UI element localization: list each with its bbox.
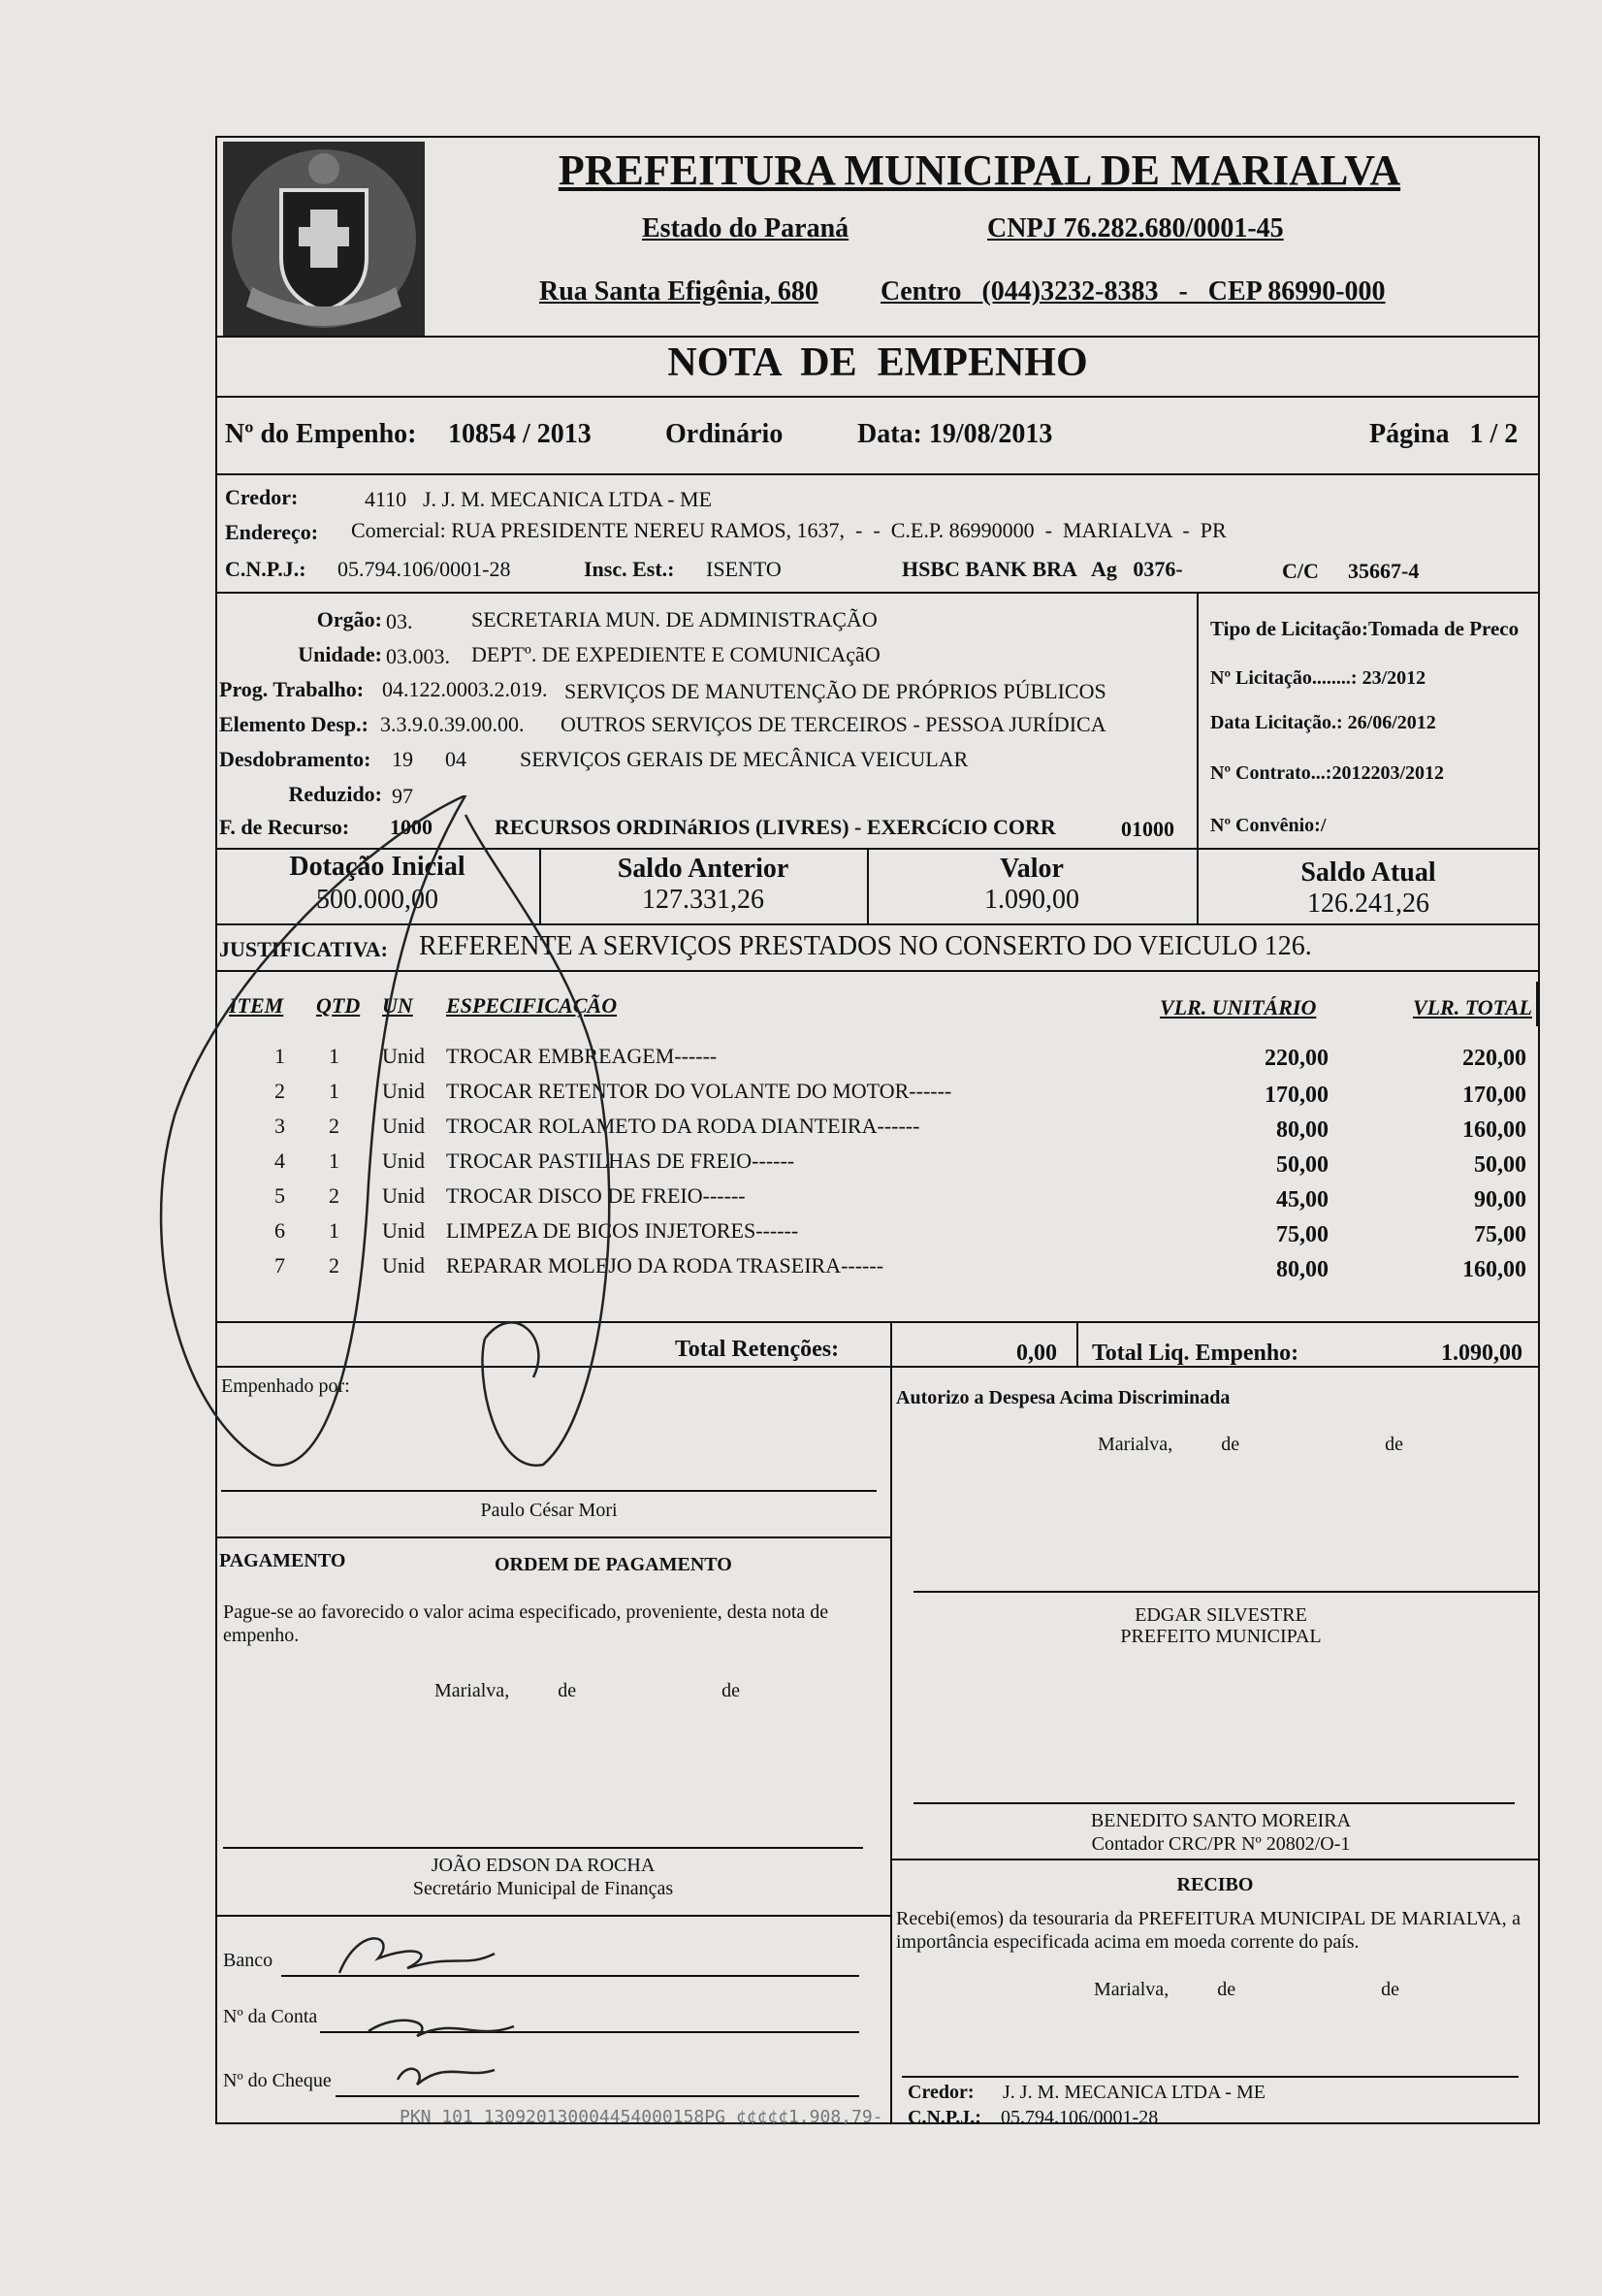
item-unit: 50,00 xyxy=(1276,1152,1329,1178)
item-qtd: 2 xyxy=(329,1114,339,1138)
recibo-text: Recebi(emos) da tesouraria da PREFEITURA MUNICIPAL DE MARIALVA, a importância especificada acima em moeda corrente do país. xyxy=(896,1908,1521,1953)
empenhado-label: Empenhado por: xyxy=(221,1375,350,1397)
autorizo-text: Autorizo a Despesa Acima Discriminada xyxy=(896,1387,1231,1408)
prefeito-name: EDGAR SILVESTRE xyxy=(1135,1604,1307,1626)
licitacao-numero: Nº Licitação........: 23/2012 xyxy=(1210,667,1426,689)
saldo-value: 1.090,00 xyxy=(984,885,1079,915)
budget-code: 19 04 xyxy=(392,747,466,771)
justificativa-text: REFERENTE A SERVIÇOS PRESTADOS NO CONSERTO DO VEICULO 126. xyxy=(419,931,1312,961)
secretario-title: Secretário Municipal de Finanças xyxy=(412,1878,674,1899)
liq-label: Total Liq. Empenho: xyxy=(1092,1341,1299,1366)
saldo-label: Dotação Inicial xyxy=(289,852,465,882)
divider xyxy=(215,1536,890,1538)
ordem-label: ORDEM DE PAGAMENTO xyxy=(495,1554,732,1575)
item-total: 50,00 xyxy=(1474,1152,1526,1178)
signature-line xyxy=(223,1847,863,1849)
header-contact: Centro (044)3232-8383 - CEP 86990-000 xyxy=(881,276,1386,307)
item-spec: TROCAR ROLAMETO DA RODA DIANTEIRA------ xyxy=(446,1114,920,1138)
licitacao-tipo-text: Tipo de Licitação:Tomada de Preco xyxy=(1210,617,1520,640)
saldo-label: Saldo Atual xyxy=(1300,857,1436,888)
credor-code: 4110 xyxy=(365,487,407,511)
contador-name: BENEDITO SANTO MOREIRA xyxy=(1090,1810,1352,1831)
item-number: 2 xyxy=(274,1079,285,1103)
item-un: Unid xyxy=(382,1044,425,1068)
prefeito-title: PREFEITO MUNICIPAL xyxy=(1120,1626,1322,1647)
empenho-number: 10854 / 2013 xyxy=(448,419,592,449)
item-number: 1 xyxy=(274,1044,285,1068)
item-un: Unid xyxy=(382,1148,425,1173)
divider xyxy=(215,1915,890,1917)
licitacao-data: Data Licitação.: 26/06/2012 xyxy=(1210,712,1436,733)
document-title: NOTA DE EMPENHO xyxy=(667,340,1088,385)
budget-label: Prog. Trabalho: xyxy=(219,677,365,701)
item-total: 160,00 xyxy=(1462,1117,1526,1143)
divider xyxy=(215,592,1540,594)
licitacao-convenio: Nº Convênio:/ xyxy=(1210,815,1327,836)
divider xyxy=(890,1366,892,2124)
date-line-1: Marialva, de de xyxy=(1098,1434,1403,1455)
item-total: 220,00 xyxy=(1462,1046,1526,1071)
item-total: 75,00 xyxy=(1474,1222,1526,1247)
divider xyxy=(1197,592,1199,850)
item-unit: 75,00 xyxy=(1276,1222,1329,1247)
item-qtd: 1 xyxy=(329,1079,339,1103)
pague-se-text: Pague-se ao favorecido o valor acima especificado, proveniente, desta nota de empenho. xyxy=(223,1601,829,1646)
date-line-3: Marialva, de de xyxy=(1094,1979,1399,2000)
signature-line xyxy=(913,1591,1540,1593)
contador-title: Contador CRC/PR Nº 20802/O-1 xyxy=(1091,1833,1351,1855)
empenho-date: Data: 19/08/2013 xyxy=(857,419,1053,449)
budget-label: Reduzido: xyxy=(288,782,382,806)
fonte-code: 01000 xyxy=(1121,817,1174,841)
cnpj-final-label: C.N.P.J.: xyxy=(908,2107,981,2128)
budget-desc: SERVIÇOS GERAIS DE MECÂNICA VEICULAR xyxy=(520,747,969,771)
item-un: Unid xyxy=(382,1183,425,1208)
bank-info: HSBC BANK BRA Ag 0376- xyxy=(902,557,1183,581)
item-qtd: 1 xyxy=(329,1218,339,1243)
item-unit: 80,00 xyxy=(1276,1257,1329,1282)
item-qtd: 1 xyxy=(329,1148,339,1173)
pagamento-label: PAGAMENTO xyxy=(219,1550,346,1571)
item-spec: TROCAR EMBREAGEM------ xyxy=(446,1044,718,1068)
divider xyxy=(890,1321,892,1366)
date-line-2: Marialva, de de xyxy=(434,1680,740,1701)
item-unit: 45,00 xyxy=(1276,1187,1329,1213)
col-unit-value: VLR. UNITÁRIO xyxy=(1160,995,1317,1019)
item-un: Unid xyxy=(382,1218,425,1243)
saldo-label: Valor xyxy=(1000,854,1064,884)
item-total: 160,00 xyxy=(1462,1257,1526,1282)
header-title: PREFEITURA MUNICIPAL DE MARIALVA xyxy=(558,146,1401,194)
licitacao-tipo xyxy=(1210,617,1519,641)
conta-label: Nº da Conta xyxy=(223,2006,318,2027)
signature-line xyxy=(913,1802,1515,1804)
budget-desc: SECRETARIA MUN. DE ADMINISTRAÇÃO xyxy=(471,607,878,631)
item-qtd: 2 xyxy=(329,1253,339,1277)
item-unit: 80,00 xyxy=(1276,1117,1329,1143)
banco-label: Banco xyxy=(223,1950,273,1971)
empenhado-name: Paulo César Mori xyxy=(480,1500,618,1521)
item-number: 3 xyxy=(274,1114,285,1138)
divider xyxy=(215,396,1540,398)
signature-line xyxy=(902,2076,1519,2078)
retencoes-value: 0,00 xyxy=(1016,1341,1057,1366)
budget-label: F. de Recurso: xyxy=(219,815,350,839)
budget-desc: SERVIÇOS DE MANUTENÇÃO DE PRÓPRIOS PÚBLICOS xyxy=(564,679,1106,703)
bank-stamp: PKN 101 130920130004454000158PG ¢¢¢¢¢1.908,79- xyxy=(400,2107,883,2127)
col-total-value: VLR. TOTAL xyxy=(1412,995,1532,1019)
secretario-name: JOÃO EDSON DA ROCHA xyxy=(431,1855,656,1876)
item-unit: 170,00 xyxy=(1265,1083,1329,1108)
item-qtd: 2 xyxy=(329,1183,339,1208)
budget-desc: OUTROS SERVIÇOS DE TERCEIROS - PESSOA JURÍDICA xyxy=(561,712,1106,736)
item-un: Unid xyxy=(382,1079,425,1103)
saldo-value: 127.331,26 xyxy=(642,885,764,915)
item-spec: TROCAR DISCO DE FREIO------ xyxy=(446,1183,746,1208)
budget-code: 04.122.0003.2.019. xyxy=(382,677,548,701)
empenho-type: Ordinário xyxy=(665,419,784,449)
saldo-value: 500.000,00 xyxy=(316,885,438,915)
col-qtd: QTD xyxy=(316,993,361,1018)
item-spec: LIMPEZA DE BICOS INJETORES------ xyxy=(446,1218,799,1243)
item-number: 4 xyxy=(274,1148,285,1173)
budget-code: 97 xyxy=(392,784,413,808)
col-spec: ESPECIFICAÇÃO xyxy=(446,993,618,1018)
budget-code: 03. xyxy=(386,609,413,633)
justificativa-label: JUSTIFICATIVA: xyxy=(219,937,389,961)
item-qtd: 1 xyxy=(329,1044,339,1068)
item-spec: TROCAR RETENTOR DO VOLANTE DO MOTOR------ xyxy=(446,1079,952,1103)
budget-label: Unidade: xyxy=(298,642,382,666)
budget-label: Orgão: xyxy=(316,607,382,631)
cheque-label: Nº do Cheque xyxy=(223,2070,332,2091)
item-number: 6 xyxy=(274,1218,285,1243)
col-un: UN xyxy=(382,993,413,1018)
item-total: 90,00 xyxy=(1474,1187,1526,1213)
licitacao-contrato: Nº Contrato...:2012203/2012 xyxy=(1210,762,1445,784)
cc-value: 35667-4 xyxy=(1348,559,1420,583)
header-state: Estado do Paraná xyxy=(642,213,849,243)
credor-final-label: Credor: xyxy=(908,2082,975,2103)
item-unit: 220,00 xyxy=(1265,1046,1329,1071)
budget-code: 3.3.9.0.39.00.00. xyxy=(380,712,525,736)
insc-label: Insc. Est.: xyxy=(584,557,675,581)
page-number: Página 1 / 2 xyxy=(1369,419,1519,449)
handwritten-signature xyxy=(145,795,824,1494)
credor-label: Credor: xyxy=(225,485,299,509)
retencoes-label: Total Retenções: xyxy=(675,1337,840,1362)
item-total: 170,00 xyxy=(1462,1083,1526,1108)
saldo-value: 126.241,26 xyxy=(1307,889,1429,919)
header-address: Rua Santa Efigênia, 680 xyxy=(539,276,818,307)
bank-signature xyxy=(320,1915,553,2109)
divider xyxy=(1536,982,1538,1026)
budget-code: 03.003. xyxy=(386,644,450,668)
cc-label: C/C xyxy=(1282,559,1319,583)
item-un: Unid xyxy=(382,1253,425,1277)
budget-desc: DEPTº. DE EXPEDIENTE E COMUNICAçãO xyxy=(471,642,881,666)
credor-cnpj: 05.794.106/0001-28 xyxy=(337,557,511,581)
item-spec: TROCAR PASTILHAS DE FREIO------ xyxy=(446,1148,795,1173)
cnpj-label: C.N.P.J.: xyxy=(225,557,306,581)
divider xyxy=(1076,1321,1078,1366)
divider xyxy=(215,473,1540,475)
item-un: Unid xyxy=(382,1114,425,1138)
coat-of-arms-logo xyxy=(223,142,425,336)
divider xyxy=(215,336,1540,338)
budget-label: Desdobramento: xyxy=(219,747,371,771)
liq-value: 1.090,00 xyxy=(1441,1341,1522,1366)
insc-value: ISENTO xyxy=(706,557,782,581)
credor-name: J. J. M. MECANICA LTDA - ME xyxy=(423,487,713,511)
header-cnpj: CNPJ 76.282.680/0001-45 xyxy=(987,213,1284,243)
empenho-label: Nº do Empenho: xyxy=(225,419,417,449)
item-number: 5 xyxy=(274,1183,285,1208)
credor-address: Comercial: RUA PRESIDENTE NEREU RAMOS, 1637, - - C.E.P. 86990000 - MARIALVA - PR xyxy=(351,518,1227,542)
col-item: ITEM xyxy=(229,993,284,1018)
recibo-title: RECIBO xyxy=(1176,1874,1254,1895)
item-number: 7 xyxy=(274,1253,285,1277)
budget-label: Elemento Desp.: xyxy=(219,712,368,736)
credor-final-name: J. J. M. MECANICA LTDA - ME xyxy=(1003,2082,1266,2103)
address-label: Endereço: xyxy=(225,520,319,544)
item-spec: REPARAR MOLEJO DA RODA TRASEIRA------ xyxy=(446,1253,884,1277)
divider xyxy=(890,1859,1540,1860)
budget-code: 1000 xyxy=(390,815,433,839)
saldo-label: Saldo Anterior xyxy=(617,854,789,884)
budget-desc: RECURSOS ORDINáRIOS (LIVRES) - EXERCíCIO CORR xyxy=(495,815,1056,839)
cnpj-final-value: 05.794.106/0001-28 xyxy=(1001,2107,1159,2128)
